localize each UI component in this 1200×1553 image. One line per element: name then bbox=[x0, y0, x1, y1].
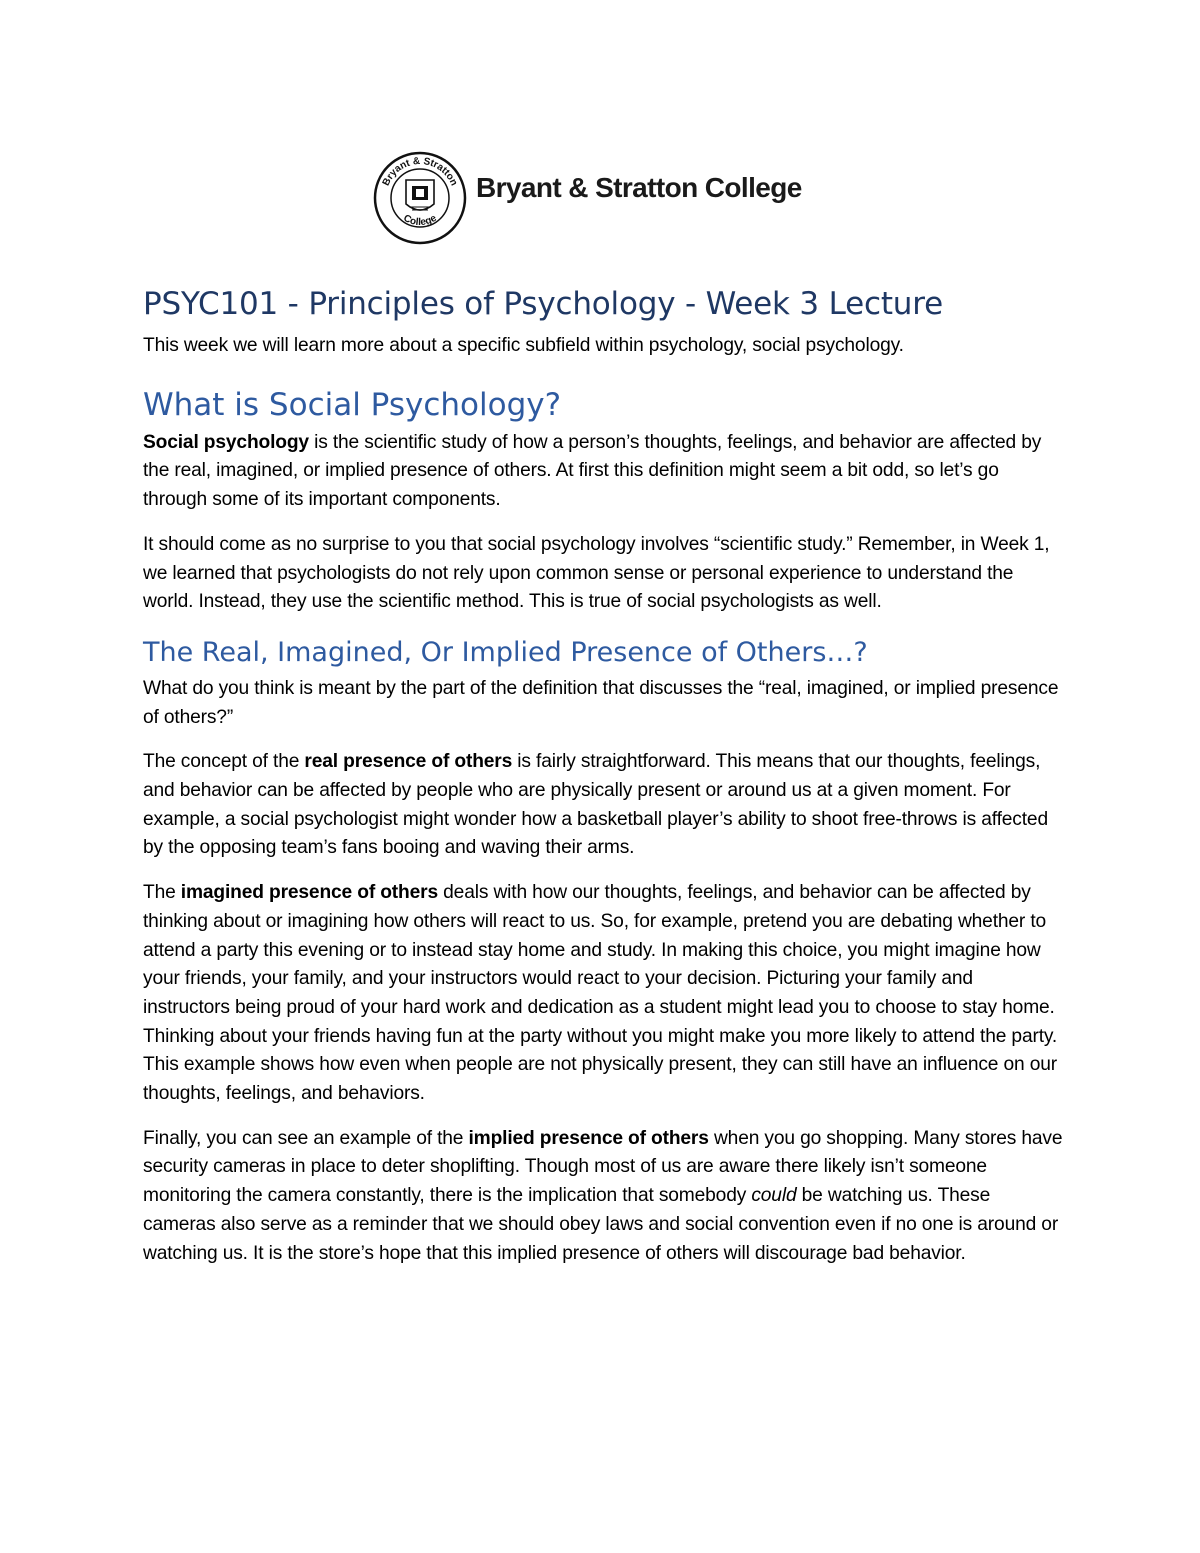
imagined-presence-paragraph: The imagined presence of others deals with how our thoughts, feelings, and behavior can be affected by thinking about or imagining how others will react to us. So, for example, pretend you are debating whether to attend a party this evening or to instead stay home and study. In making this choice, you might imagine how your friends, your family, and your instructors would react to your decision. Picturing your family and instructors being proud of your hard work and dedication as a student might lead you to choose to stay home. Thinking about your friends having fun at the party without you might make you more likely to attend the party. This example shows how even when people are not physically present, they can still have an influence on our thoughts, feelings, and behaviors. bbox=[143, 882, 1058, 1105]
svg-text:Bryant & Stratton: Bryant & Stratton bbox=[380, 155, 460, 188]
term-social-psychology: Social psychology bbox=[143, 431, 309, 453]
document-body bbox=[143, 280, 1063, 1284]
page-title: PSYC101 - Principles of Psychology - Week 3 Lecture bbox=[143, 286, 943, 322]
real-presence-paragraph: The concept of the real presence of others is fairly straightforward. This means that our thoughts, feelings, and behavior can be affected by people who are physically present or around us at a given moment. For example, a social psychologist might wonder how a basketball player’s ability to shoot free-throws is affected by the opposing team’s fans booing and waving their arms. bbox=[143, 751, 1048, 859]
term-imagined-presence: imagined presence of others bbox=[180, 882, 438, 904]
emphasis-could: could bbox=[751, 1185, 797, 1207]
term-implied-presence: implied presence of others bbox=[468, 1127, 709, 1149]
intro-paragraph: This week we will learn more about a specific subfield within psychology, social psychology. bbox=[143, 335, 904, 356]
definition-paragraph: Social psychology is the scientific study of how a person’s thoughts, feelings, and behavior are affected by the real, imagined, or implied presence of others. At first this definition might seem a bit odd, so let’s go through some of its important components. bbox=[143, 431, 1042, 511]
section-heading-presence: The Real, Imagined, Or Implied Presence of Others…? bbox=[143, 636, 868, 668]
question-paragraph: What do you think is meant by the part of the definition that discusses the “real, imagined, or implied presence of others?” bbox=[143, 677, 1059, 728]
scientific-study-paragraph: It should come as no surprise to you that social psychology involves “scientific study.” Remember, in Week 1, we learned that psychologists do not rely upon common sense or personal experience to understand the world. Instead, they use the scientific method. This is true of social psychologists as well. bbox=[143, 533, 1050, 613]
college-name: Bryant & Stratton College bbox=[476, 172, 802, 203]
implied-presence-paragraph: Finally, you can see an example of the implied presence of others when you go shopping. Many stores have security cameras in place to deter shoplifting. Though most of us are aware there likely isn’t someone monitoring the camera constantly, there is the implication that somebody could be watching us. These cameras also serve as a reminder that we should obey laws and social convention even if no one is around or watching us. It is the store’s hope that this implied presence of others will discourage bad behavior. bbox=[143, 1127, 1063, 1264]
college-logo bbox=[372, 150, 832, 246]
term-real-presence: real presence of others bbox=[304, 751, 513, 773]
svg-text:College: College bbox=[401, 212, 439, 229]
section-heading-what-is: What is Social Psychology? bbox=[143, 386, 562, 423]
college-seal-icon bbox=[372, 150, 468, 246]
